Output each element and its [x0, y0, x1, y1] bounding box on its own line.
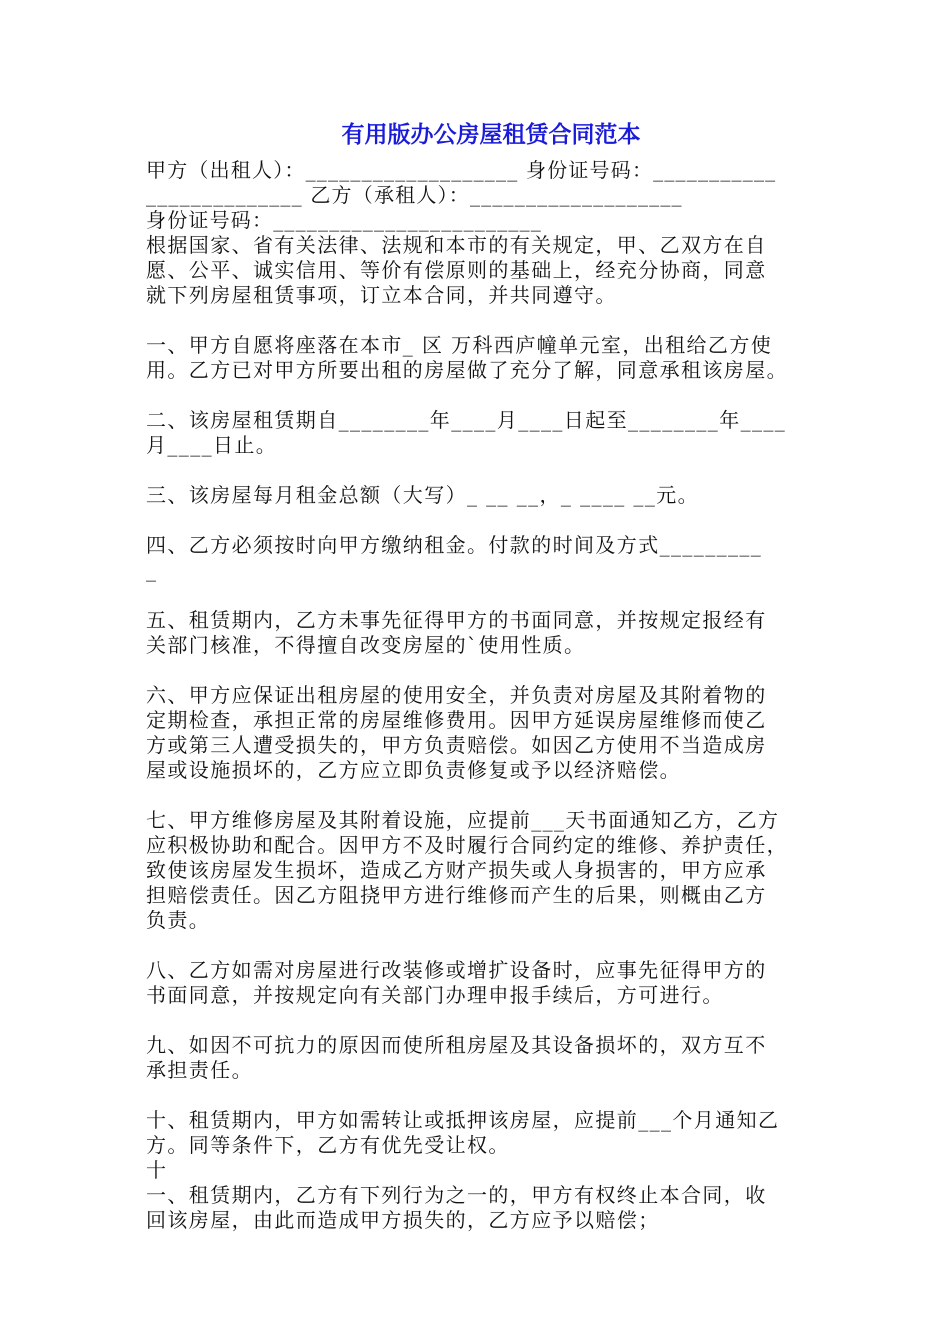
intro-paragraph — [146, 233, 816, 308]
header-line-id-number: 身份证号码：________________________ — [146, 208, 542, 232]
paragraph-gap — [146, 1008, 816, 1033]
paragraph-gap — [146, 458, 816, 483]
clause-paragraph — [146, 608, 816, 658]
clause-paragraph — [146, 483, 816, 508]
clause-line: 十、租赁期内，甲方如需转让或抵押该房屋，应提前___个月通知乙 — [146, 1108, 780, 1132]
clause-paragraph — [146, 533, 816, 583]
clause-line: 方或第三人遭受损失的，甲方负责赔偿。如因乙方使用不当造成房 — [146, 733, 767, 757]
paragraph-gap — [146, 783, 816, 808]
paragraph-gap — [146, 933, 816, 958]
clause-line: 负责。 — [146, 908, 211, 932]
clauses-list — [146, 308, 816, 1233]
clause-line: 致使该房屋发生损坏，造成乙方财产损失或人身损害的，甲方应承 — [146, 858, 767, 882]
clause-paragraph — [146, 1033, 816, 1083]
clause-line: 用。乙方已对甲方所要出租的房屋做了充分了解，同意承租该房屋。 — [146, 358, 788, 382]
clause-line: 屋或设施损坏的，乙方应立即负责修复或予以经济赔偿。 — [146, 758, 681, 782]
clause-paragraph — [146, 408, 816, 458]
clause-line: 十 — [146, 1158, 168, 1182]
clause-line: 二、该房屋租赁期自________年____月____日起至________年____ — [146, 408, 787, 432]
document-title: 有用版办公房屋租赁合同范本 — [341, 122, 641, 148]
paragraph-gap — [146, 508, 816, 533]
paragraph-gap — [146, 383, 816, 408]
contract-document — [146, 118, 816, 1233]
header-block — [146, 158, 816, 233]
clause-line: 一、租赁期内，乙方有下列行为之一的，甲方有权终止本合同，收 — [146, 1183, 767, 1207]
intro-line: 根据国家、省有关法律、法规和本市的有关规定，甲、乙双方在自 — [146, 233, 767, 257]
clause-line: 七、甲方维修房屋及其附着设施，应提前___天书面通知乙方，乙方 — [146, 808, 780, 832]
clause-line: 应积极协助和配合。因甲方不及时履行合同约定的维修、养护责任， — [146, 833, 788, 857]
clause-line: 五、租赁期内，乙方未事先征得甲方的书面同意，并按规定报经有 — [146, 608, 767, 632]
paragraph-gap — [146, 658, 816, 683]
clause-paragraph — [146, 683, 816, 783]
clause-line: 承担责任。 — [146, 1058, 253, 1082]
clause-paragraph — [146, 808, 816, 933]
clause-line: 书面同意，并按规定向有关部门办理申报手续后，方可进行。 — [146, 983, 724, 1007]
clause-paragraph — [146, 958, 816, 1008]
header-line-party-b: ______________ 乙方（承租人）：___________________ — [146, 183, 683, 207]
clause-paragraph — [146, 333, 816, 383]
paragraph-gap — [146, 308, 816, 333]
clause-line: 定期检查，承担正常的房屋维修费用。因甲方延误房屋维修而使乙 — [146, 708, 767, 732]
clause-paragraph — [146, 1108, 816, 1233]
intro-line: 愿、公平、诚实信用、等价有偿原则的基础上，经充分协商，同意 — [146, 258, 767, 282]
clause-line: _ — [146, 558, 158, 582]
intro-line: 就下列房屋租赁事项，订立本合同，并共同遵守。 — [146, 283, 617, 307]
clause-line: 九、如因不可抗力的原因而使所租房屋及其设备损坏的，双方互不 — [146, 1033, 767, 1057]
clause-line: 月____日止。 — [146, 433, 278, 457]
clause-line: 方。同等条件下，乙方有优先受让权。 — [146, 1133, 510, 1157]
clause-line: 一、甲方自愿将座落在本市_ 区 万科西庐幢单元室，出租给乙方使 — [146, 333, 773, 357]
clause-line: 四、乙方必须按时向甲方缴纳租金。付款的时间及方式_________ — [146, 533, 763, 557]
paragraph-gap — [146, 1083, 816, 1108]
clause-line: 担赔偿责任。因乙方阻挠甲方进行维修而产生的后果，则概由乙方 — [146, 883, 767, 907]
clause-line: 六、甲方应保证出租房屋的使用安全，并负责对房屋及其附着物的 — [146, 683, 767, 707]
clause-line: 关部门核准，不得擅自改变房屋的`使用性质。 — [146, 633, 586, 657]
paragraph-gap — [146, 583, 816, 608]
header-line-party-a: 甲方（出租人）：___________________ 身份证号码：___________ — [146, 158, 777, 182]
clause-line: 八、乙方如需对房屋进行改装修或增扩设备时，应事先征得甲方的 — [146, 958, 767, 982]
clause-line: 三、该房屋每月租金总额（大写）_ __ __，_ ____ __元。 — [146, 483, 700, 507]
clause-line: 回该房屋，由此而造成甲方损失的，乙方应予以赔偿； — [146, 1208, 660, 1232]
